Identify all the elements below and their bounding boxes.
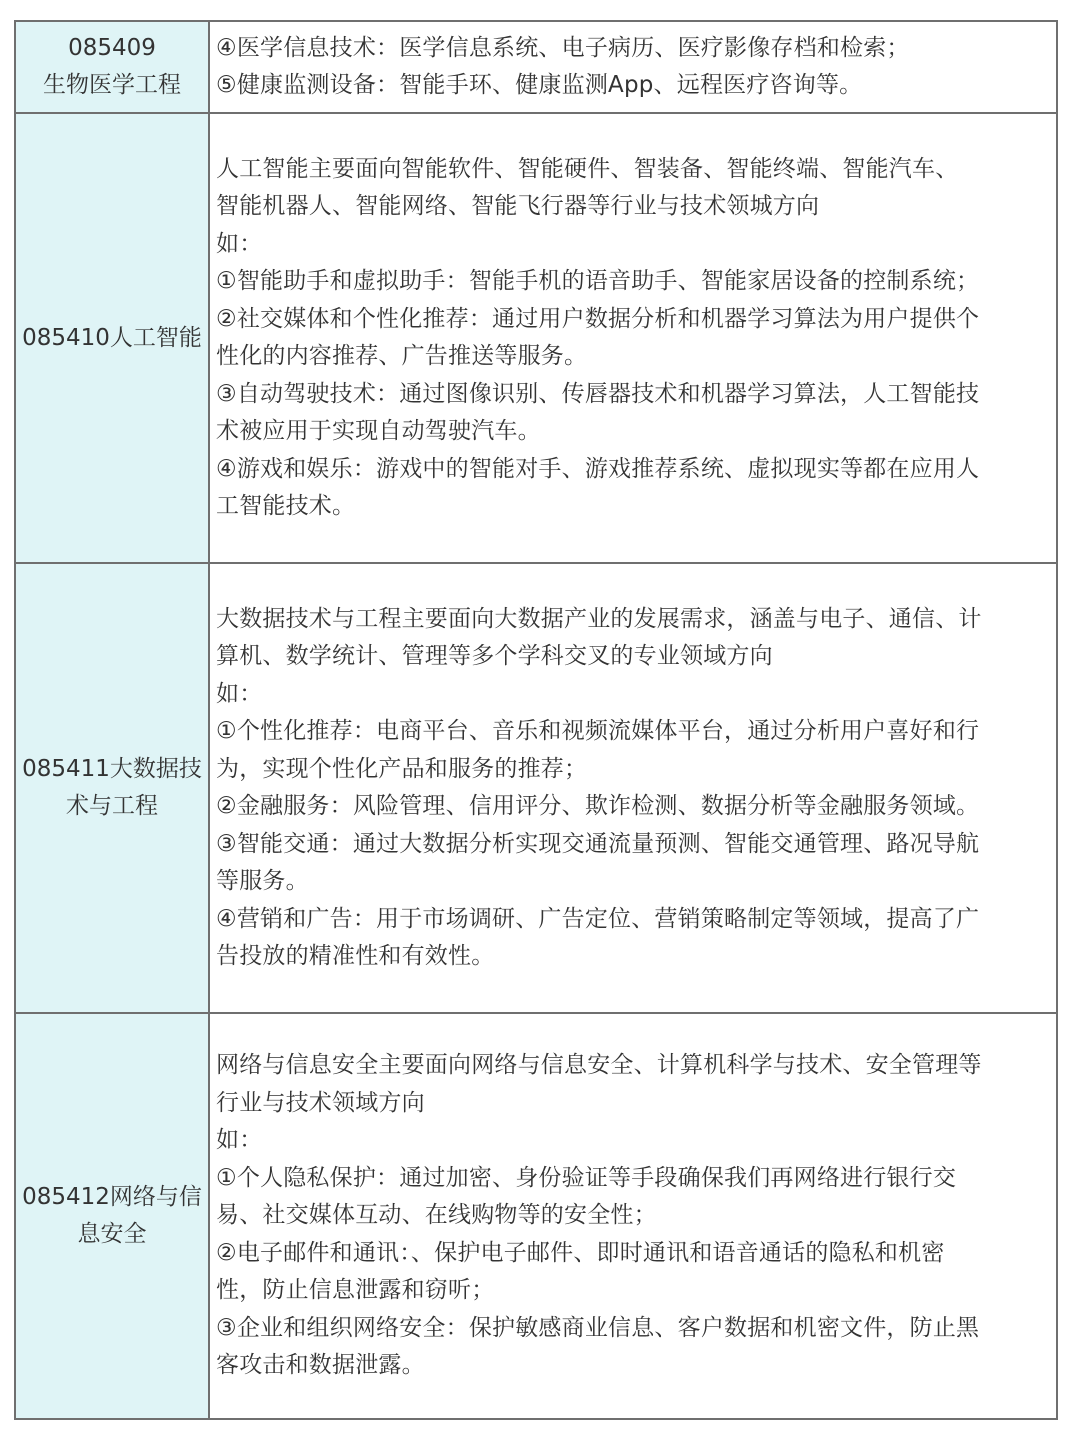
table-row bbox=[16, 22, 1056, 114]
description-line: ①个人隐私保护：通过加密、身份验证等手段确保我们再网络进行银行交 bbox=[216, 1164, 957, 1191]
major-code-line: 085409 bbox=[68, 35, 156, 61]
major-code-line: 085411大数据技 bbox=[22, 756, 202, 782]
description-line: 如： bbox=[216, 230, 263, 257]
major-description-cell bbox=[210, 564, 1056, 1012]
description-line: ④游戏和娱乐：游戏中的智能对手、游戏推荐系统、虚拟现实等都在应用人 bbox=[216, 455, 980, 482]
description-line: ②电子邮件和通讯：、保护电子邮件、即时通讯和语音通话的隐私和机密 bbox=[216, 1239, 945, 1266]
description-line: 为，实现个性化产品和服务的推荐； bbox=[216, 755, 588, 782]
description-line: ③自动驾驶技术：通过图像识别、传唇器技术和机器学习算法，人工智能技 bbox=[216, 380, 980, 407]
description-line: 性，防止信息泄露和窃听； bbox=[216, 1277, 495, 1304]
description-line: 如： bbox=[216, 1127, 263, 1154]
description-line: ①智能助手和虚拟助手：智能手机的语音助手、智能家居设备的控制系统； bbox=[216, 268, 980, 294]
major-code-line: 息安全 bbox=[77, 1221, 147, 1247]
description-line: 术被应用于实现自动驾驶汽车。 bbox=[216, 418, 541, 444]
major-code-line: 085410人工智能 bbox=[22, 324, 202, 351]
description-line: 工智能技术。 bbox=[216, 493, 356, 519]
description-line: 大数据技术与工程主要面向大数据产业的发展需求，涵盖与电子、通信、计 bbox=[216, 605, 982, 632]
description-line: ④营销和广告：用于市场调研、广告定位、营销策略制定等领域，提高了广 bbox=[216, 905, 980, 932]
major-code-cell bbox=[16, 564, 210, 1012]
description-line: ④医学信息技术：医学信息系统、电子病历、医疗影像存档和检索； bbox=[216, 34, 910, 61]
description-line: 网络与信息安全主要面向网络与信息安全、计算机科学与技术、安全管理等 bbox=[216, 1052, 982, 1079]
major-code-cell bbox=[16, 1014, 210, 1418]
description-line: 客攻击和数据泄露。 bbox=[216, 1352, 425, 1379]
description-line: ①个性化推荐：电商平台、音乐和视频流媒体平台，通过分析用户喜好和行 bbox=[216, 718, 980, 744]
table-row bbox=[16, 114, 1056, 564]
description-line: 人工智能主要面向智能软件、智能硬件、智装备、智能终端、智能汽车、 bbox=[216, 155, 959, 182]
description-line: ⑤健康监测设备：智能手环、健康监测App、远程医疗咨询等。 bbox=[216, 72, 863, 98]
major-description-cell bbox=[210, 114, 1056, 562]
description-line: 等服务。 bbox=[216, 868, 309, 894]
majors-table bbox=[14, 20, 1058, 1420]
description-line: ②社交媒体和个性化推荐：通过用户数据分析和机器学习算法为用户提供个 bbox=[216, 305, 980, 332]
description-line: 告投放的精准性和有效性。 bbox=[216, 943, 495, 969]
major-code-line: 生物医学工程 bbox=[43, 72, 181, 98]
description-line: ③智能交通：通过大数据分析实现交通流量预测、智能交通管理、路况导航 bbox=[216, 830, 980, 857]
major-code-line: 085412网络与信 bbox=[22, 1184, 202, 1210]
major-code-line: 术与工程 bbox=[66, 793, 158, 819]
description-line: 性化的内容推荐、广告推送等服务。 bbox=[216, 343, 588, 369]
description-line: 行业与技术领域方向 bbox=[216, 1089, 425, 1116]
major-description-cell bbox=[210, 22, 1056, 112]
table-row bbox=[16, 1014, 1056, 1420]
description-line: 如： bbox=[216, 680, 263, 707]
description-line: 易、社交媒体互动、在线购物等的安全性； bbox=[216, 1202, 657, 1229]
major-code-cell bbox=[16, 114, 210, 562]
table-row bbox=[16, 564, 1056, 1014]
major-description-cell bbox=[210, 1014, 1056, 1418]
description-line: ③企业和组织网络安全：保护敏感商业信息、客户数据和机密文件，防止黑 bbox=[216, 1314, 980, 1341]
major-code-cell bbox=[16, 22, 210, 112]
description-line: 算机、数学统计、管理等多个学科交叉的专业领域方向 bbox=[216, 643, 773, 669]
description-line: 智能机器人、智能网络、智能飞行器等行业与技术领城方向 bbox=[216, 193, 820, 219]
description-line: ②金融服务：风险管理、信用评分、欺诈检测、数据分析等金融服务领域。 bbox=[216, 793, 980, 819]
